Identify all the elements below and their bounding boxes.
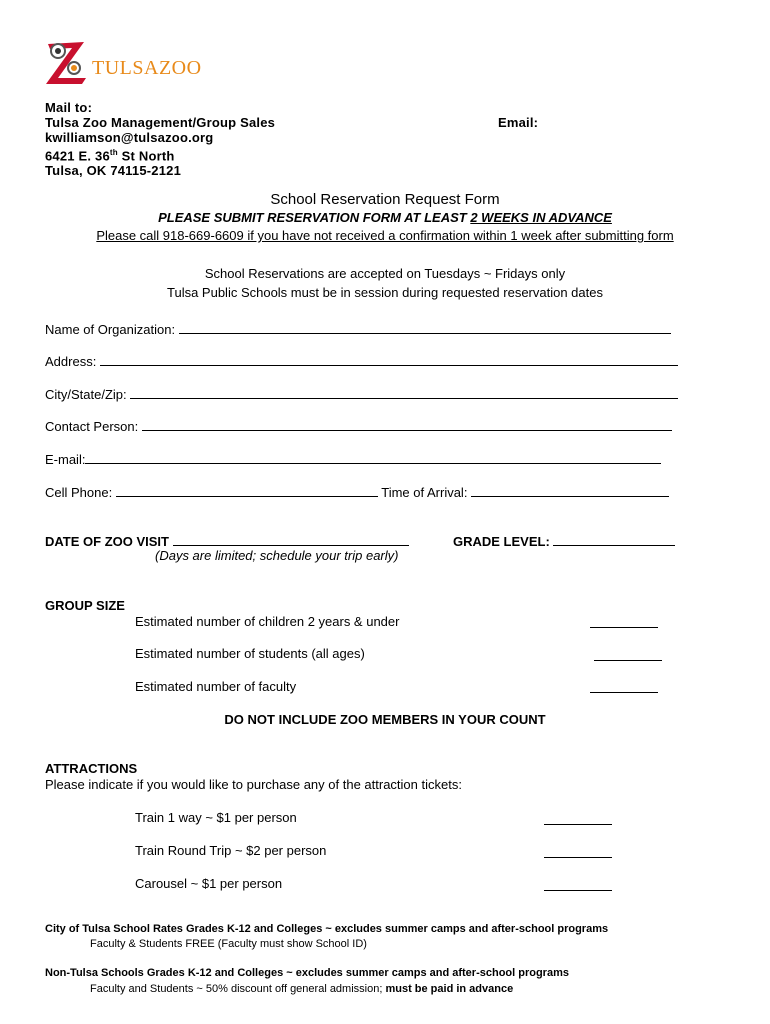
- tulsa-zoo-logo: [44, 38, 204, 88]
- carousel-label: Carousel ~ $1 per person: [135, 876, 283, 891]
- mail-dept: Tulsa Zoo Management/Group Sales: [45, 115, 276, 130]
- mail-to-block: [45, 100, 275, 178]
- email-label: Email:: [498, 115, 539, 130]
- form-title: School Reservation Request Form: [270, 191, 500, 208]
- train-round-trip-input[interactable]: [544, 857, 612, 858]
- attractions-heading: ATTRACTIONS: [45, 761, 138, 776]
- students-count-label: Estimated number of students (all ages): [135, 646, 365, 661]
- city-rates-note: Faculty & Students FREE (Faculty must show School ID): [90, 938, 367, 950]
- city-state-zip-input[interactable]: [130, 385, 678, 399]
- mail-label: Mail to:: [45, 100, 93, 115]
- organization-input[interactable]: [179, 320, 671, 334]
- students-count-input[interactable]: [594, 660, 662, 661]
- field-organization[interactable]: Name of Organization:: [45, 320, 671, 337]
- address-input[interactable]: [100, 352, 678, 366]
- train-one-way-label: Train 1 way ~ $1 per person: [135, 810, 297, 825]
- field-grade-level[interactable]: GRADE LEVEL:: [453, 532, 675, 549]
- field-contact-person[interactable]: Contact Person:: [45, 417, 672, 434]
- members-warning: DO NOT INCLUDE ZOO MEMBERS IN YOUR COUNT: [224, 712, 546, 727]
- cell-phone-input[interactable]: [116, 483, 378, 497]
- non-tulsa-rates-note: Faculty and Students ~ 50% discount off general admission; must be paid in advance: [90, 983, 514, 995]
- carousel-input[interactable]: [544, 890, 612, 891]
- contact-person-input[interactable]: [142, 417, 672, 431]
- faculty-count-input[interactable]: [590, 692, 658, 693]
- email-input[interactable]: [85, 450, 661, 464]
- group-size-heading: GROUP SIZE: [45, 598, 125, 613]
- attractions-intro: Please indicate if you would like to purchase any of the attraction tickets:: [45, 777, 462, 792]
- arrival-time-input[interactable]: [471, 483, 669, 497]
- faculty-count-label: Estimated number of faculty: [135, 679, 297, 694]
- submit-notice: PLEASE SUBMIT RESERVATION FORM AT LEAST 2 WEEKS IN ADVANCE: [158, 210, 612, 225]
- field-visit-date[interactable]: DATE OF ZOO VISIT: [45, 532, 409, 549]
- mail-email: kwilliamson@tulsazoo.org: [45, 130, 214, 145]
- info-session: Tulsa Public Schools must be in session during requested reservation dates: [167, 285, 603, 300]
- info-days: School Reservations are accepted on Tuesdays ~ Fridays only: [204, 266, 566, 281]
- non-tulsa-rates-heading: Non-Tulsa Schools Grades K-12 and Colleges ~ excludes summer camps and after-school programs: [45, 967, 569, 979]
- train-round-trip-label: Train Round Trip ~ $2 per person: [135, 843, 327, 858]
- field-city-state-zip[interactable]: City/State/Zip:: [45, 385, 678, 402]
- train-one-way-input[interactable]: [544, 824, 612, 825]
- logo-text: TULSAZOO: [92, 57, 202, 79]
- visit-date-note: (Days are limited; schedule your trip early): [155, 548, 399, 563]
- field-address[interactable]: Address:: [45, 352, 678, 369]
- field-email[interactable]: E-mail:: [45, 450, 661, 467]
- children-count-input[interactable]: [590, 627, 658, 628]
- mail-city: Tulsa, OK 74115-2121: [45, 163, 182, 179]
- visit-date-input[interactable]: [173, 532, 409, 546]
- call-line: Please call 918-669-6609 if you have not received a confirmation within 1 week after submitting form: [96, 228, 674, 243]
- field-cell-phone[interactable]: Cell Phone: Time of Arrival:: [45, 483, 669, 500]
- children-count-label: Estimated number of children 2 years & under: [135, 614, 400, 629]
- city-rates-heading: City of Tulsa School Rates Grades K-12 and Colleges ~ excludes summer camps and after-school programs: [45, 923, 609, 935]
- mail-street: 6421 E. 36th St North: [45, 148, 175, 164]
- grade-level-input[interactable]: [553, 532, 675, 546]
